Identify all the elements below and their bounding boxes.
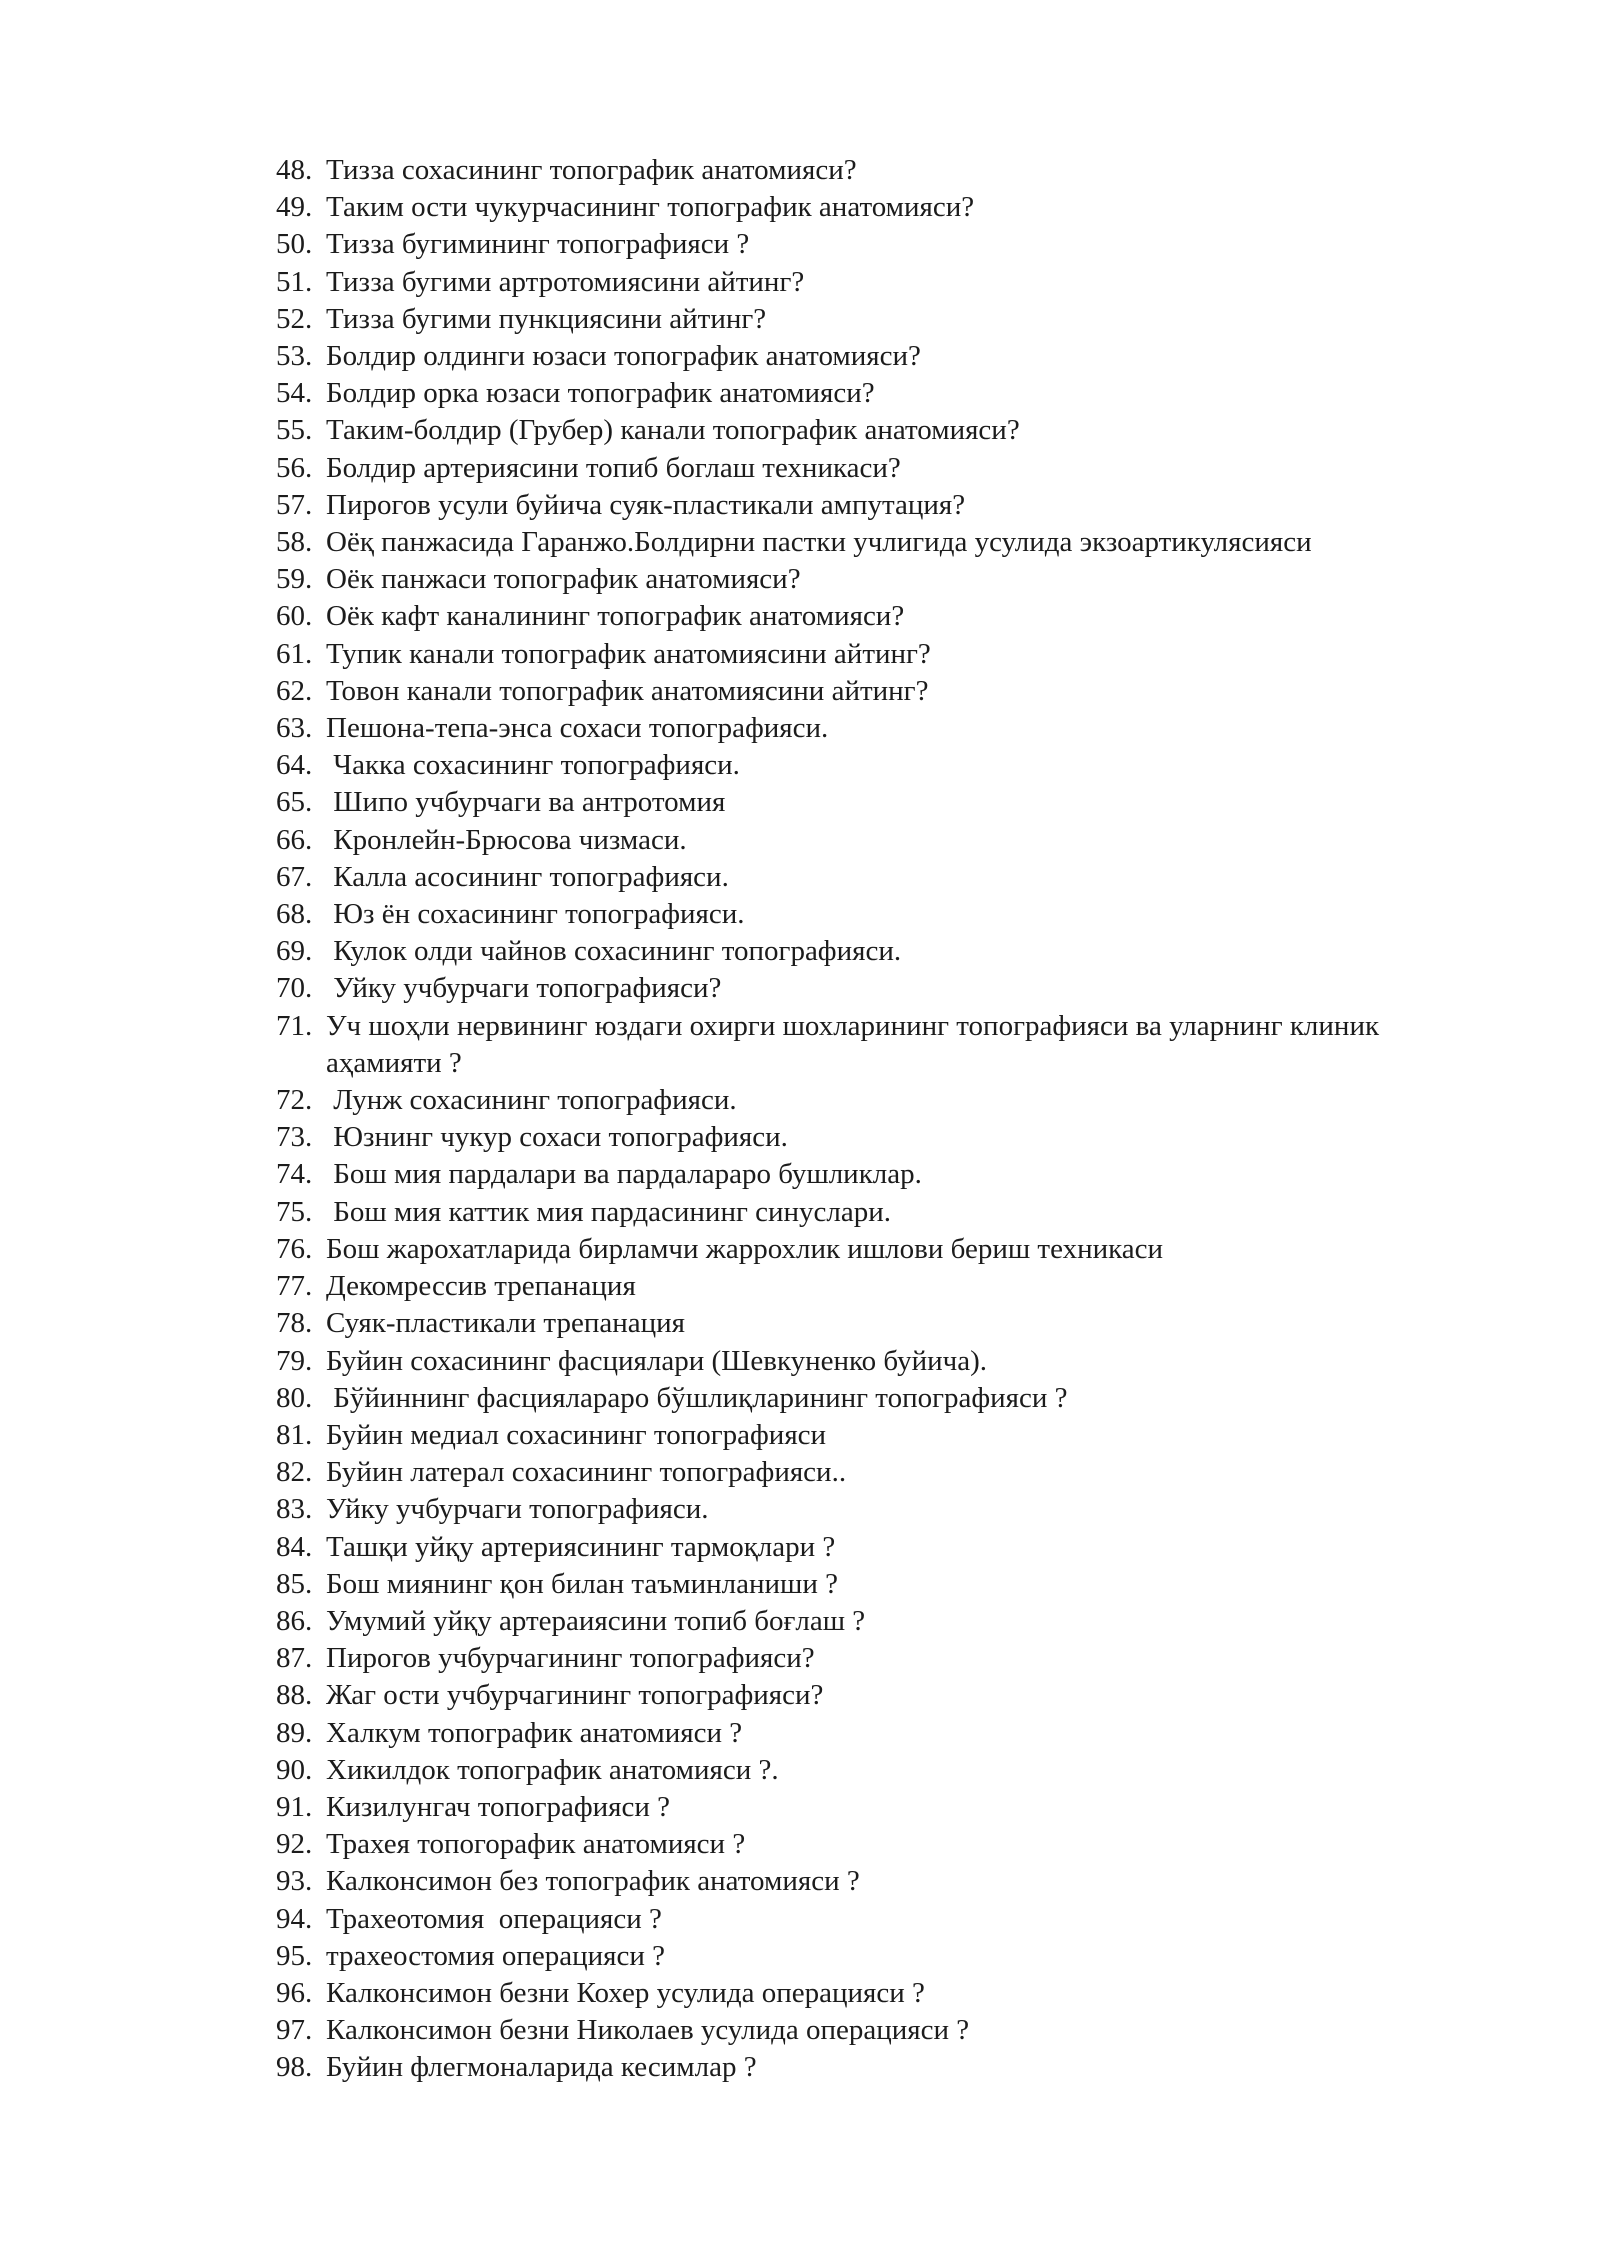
question-text: Хикилдок топографик анатомияси ?. [326,1753,779,1786]
question-number: 71. [276,1009,313,1042]
question-text: Юзнинг чукур сохаси топографияси. [326,1121,788,1154]
question-text: Халкум топографик анатомияси ? [326,1716,743,1749]
question-text: Шипо учбурчаги ва антротомия [326,786,726,819]
list-item [276,1975,1456,2012]
question-text: Оёк кафт каналининг топографик анатомияси? [326,600,905,633]
list-item [276,1008,1456,1082]
list-item [276,1491,1456,1528]
question-text: Бош мия каттик мия пардасининг синуслари. [326,1195,892,1228]
list-item [276,226,1456,263]
list-item [276,1566,1456,1603]
list-item [276,822,1456,859]
question-text: Суяк-пластикали трепанация [326,1307,685,1340]
question-text: Товон канали топографик анатомиясини айтинг? [326,674,929,707]
question-text: Умумий уйқу артераиясини топиб боғлаш ? [326,1604,866,1637]
question-number: 90. [276,1753,313,1786]
question-text: Уйку учбурчаги топографияси. [326,1493,709,1526]
list-item [276,1938,1456,1975]
question-text: Калконсимон безни Кохер усулида операцияси ? [326,1976,925,2009]
list-item [276,189,1456,226]
list-item [276,673,1456,710]
list-item [276,2012,1456,2049]
list-item [276,710,1456,747]
question-number: 51. [276,265,313,298]
question-text: Буйин сохасининг фасциялари (Шевкуненко буйича). [326,1344,987,1377]
question-text: Буйин флегмоналарида кесимлар ? [326,2051,757,2084]
list-item [276,487,1456,524]
question-number: 76. [276,1232,313,1265]
question-number: 49. [276,191,313,224]
question-number: 85. [276,1567,313,1600]
list-item [276,1901,1456,1938]
list-item [276,1677,1456,1714]
question-number: 73. [276,1121,313,1154]
list-item [276,1789,1456,1826]
question-text: Уйку учбурчаги топографияси? [326,972,722,1005]
question-text: Юз ён сохасининг топографияси. [326,898,745,931]
question-number: 61. [276,637,313,670]
question-number: 56. [276,451,313,484]
question-number: 68. [276,898,313,931]
question-number: 91. [276,1790,313,1823]
question-text: Трахея топогорафик анатомияси ? [326,1828,746,1861]
question-number: 87. [276,1642,313,1675]
list-item [276,1231,1456,1268]
question-text: Калла асосининг топографияси. [326,860,729,893]
question-number: 77. [276,1270,313,1303]
list-item [276,784,1456,821]
list-item [276,1343,1456,1380]
question-text: Болдир орка юзаси топографик анатомияси? [326,377,875,410]
question-text: Лунж сохасининг топографияси. [326,1084,737,1117]
list-item [276,375,1456,412]
list-item [276,1826,1456,1863]
question-number: 70. [276,972,313,1005]
question-text: Оёқ панжасида Гаранжо.Болдирни пастки учлигида усулида экзоартикулясияси [326,526,1312,559]
list-item [276,1305,1456,1342]
question-list [276,152,1456,2087]
question-text: Пешона-тепа-энса сохаси топографияси. [326,712,829,745]
question-number: 62. [276,674,313,707]
question-text: Кизилунгач топографияси ? [326,1790,671,1823]
question-text: трахеостомия операцияси ? [326,1939,665,1972]
question-number: 63. [276,712,313,745]
list-item [276,970,1456,1007]
list-item [276,1640,1456,1677]
question-text: Трахеотомия операцияси ? [326,1902,662,1935]
question-number: 59. [276,563,313,596]
question-text: Уч шоҳли нервининг юздаги охирги шохларининг топографияси ва уларнинг клиник аҳамияти ? [326,1009,1387,1079]
question-number: 69. [276,935,313,968]
list-item [276,747,1456,784]
question-number: 55. [276,414,313,447]
question-text: Калконсимон без топографик анатомияси ? [326,1865,860,1898]
question-number: 53. [276,340,313,373]
question-text: Таким ости чукурчасининг топографик анатомияси? [326,191,975,224]
list-item [276,1194,1456,1231]
list-item [276,1715,1456,1752]
list-item [276,338,1456,375]
question-number: 81. [276,1418,313,1451]
question-number: 93. [276,1865,313,1898]
list-item [276,1156,1456,1193]
question-number: 74. [276,1158,313,1191]
list-item [276,2049,1456,2086]
list-item [276,1417,1456,1454]
question-text: Тизза бугими пункциясини айтинг? [326,302,767,335]
list-item [276,598,1456,635]
question-text: Пирогов учбурчагининг топографияси? [326,1642,815,1675]
question-text: Жаг ости учбурчагининг топографияси? [326,1679,824,1712]
question-text: Бош мия пардалари ва пардалараро бушликлар. [326,1158,922,1191]
question-number: 66. [276,823,313,856]
question-text: Тизза бугими артротомиясини айтинг? [326,265,805,298]
question-number: 79. [276,1344,313,1377]
list-item [276,1529,1456,1566]
list-item [276,1119,1456,1156]
list-item [276,1863,1456,1900]
list-item [276,1380,1456,1417]
list-item [276,450,1456,487]
question-number: 67. [276,860,313,893]
question-text: Бош жарохатларида бирламчи жаррохлик ишлови бериш техникаси [326,1232,1164,1265]
list-item [276,859,1456,896]
list-item [276,264,1456,301]
question-text: Кулок олди чайнов сохасининг топографияси. [326,935,902,968]
list-item [276,1752,1456,1789]
question-number: 54. [276,377,313,410]
question-text: Пирогов усули буйича суяк-пластикали ампутация? [326,488,966,521]
question-text: Калконсимон безни Николаев усулида операцияси ? [326,2014,970,2047]
question-number: 94. [276,1902,313,1935]
question-number: 83. [276,1493,313,1526]
question-number: 92. [276,1828,313,1861]
question-number: 96. [276,1976,313,2009]
question-number: 52. [276,302,313,335]
question-number: 60. [276,600,313,633]
question-text: Бўйиннинг фасциялараро бўшлиқларининг топографияси ? [326,1381,1068,1414]
question-number: 64. [276,749,313,782]
list-item [276,524,1456,561]
question-text: Болдир артериясини топиб боглаш техникаси? [326,451,901,484]
question-text: Оёк панжаси топографик анатомияси? [326,563,801,596]
list-item [276,1603,1456,1640]
question-number: 89. [276,1716,313,1749]
list-item [276,933,1456,970]
question-text: Тизза бугимининг топографияси ? [326,228,750,261]
list-item [276,896,1456,933]
question-number: 80. [276,1381,313,1414]
question-number: 78. [276,1307,313,1340]
question-text: Таким-болдир (Грубер) канали топографик анатомияси? [326,414,1020,447]
question-number: 97. [276,2014,313,2047]
question-number: 57. [276,488,313,521]
question-number: 72. [276,1084,313,1117]
question-text: Тупик канали топографик анатомиясини айтинг? [326,637,931,670]
question-number: 82. [276,1456,313,1489]
list-item [276,1082,1456,1119]
question-text: Чакка сохасининг топографияси. [326,749,740,782]
list-item [276,152,1456,189]
question-number: 84. [276,1530,313,1563]
list-item [276,561,1456,598]
question-number: 50. [276,228,313,261]
list-item [276,301,1456,338]
question-text: Буйин медиал сохасининг топографияси [326,1418,827,1451]
question-number: 58. [276,526,313,559]
question-text: Тизза сохасининг топографик анатомияси? [326,154,857,186]
list-item [276,636,1456,673]
question-number: 98. [276,2051,313,2084]
list-item [276,1454,1456,1491]
question-text: Декомрессив трепанация [326,1270,636,1303]
question-text: Болдир олдинги юзаси топографик анатомияси? [326,340,921,373]
question-number: 48. [276,154,313,186]
question-text: Бош миянинг қон билан таъминланиши ? [326,1567,839,1600]
question-number: 65. [276,786,313,819]
question-number: 95. [276,1939,313,1972]
question-number: 86. [276,1604,313,1637]
question-text: Ташқи уйқу артериясининг тармоқлари ? [326,1530,836,1563]
question-number: 88. [276,1679,313,1712]
list-item [276,412,1456,449]
list-item [276,1268,1456,1305]
question-number: 75. [276,1195,313,1228]
question-text: Кронлейн-Брюсова чизмаси. [326,823,687,856]
question-text: Буйин латерал сохасининг топографияси.. [326,1456,847,1489]
